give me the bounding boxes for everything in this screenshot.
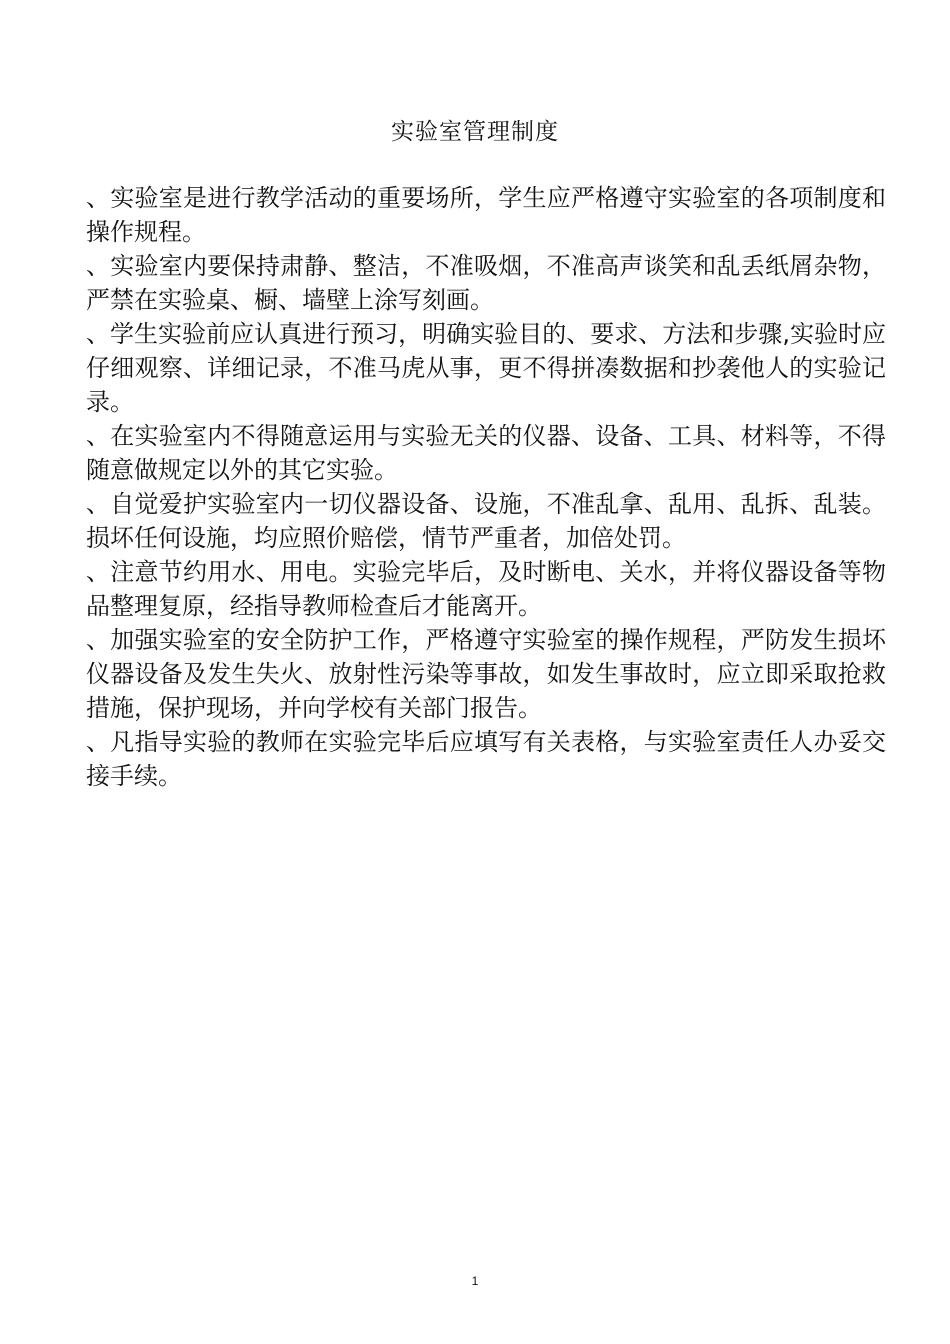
page-title: 实验室管理制度 (391, 119, 559, 145)
regulation-item-6: 、注意节约用水、用电。实验完毕后，及时断电、关水，并将仪器设备等物品整理复原，经指导教师检查后才能离开。 (86, 558, 886, 620)
regulation-item-7: 、加强实验室的安全防护工作，严格遵守实验室的操作规程，严防发生损坏仪器设备及发生失火、放射性污染等事故，如发生事故时，应立即采取抢救措施，保护现场，并向学校有关部门报告。 (86, 626, 886, 722)
page-number: 1 (471, 1274, 479, 1288)
regulation-item-8: 、凡指导实验的教师在实验完毕后应填写有关表格，与实验室责任人办妥交接手续。 (86, 728, 886, 790)
regulation-item-5: 、自觉爱护实验室内一切仪器设备、设施，不准乱拿、乱用、乱拆、乱装。损坏任何设施，均应照价赔偿，情节严重者，加倍处罚。 (86, 490, 886, 552)
regulation-item-1: 、实验室是进行教学活动的重要场所，学生应严格遵守实验室的各项制度和操作规程。 (86, 184, 886, 246)
regulation-item-2: 、实验室内要保持肃静、整洁，不准吸烟，不准高声谈笑和乱丢纸屑杂物，严禁在实验桌、橱、墙壁上涂写刻画。 (86, 252, 886, 314)
regulation-item-3: 、学生实验前应认真进行预习，明确实验目的、要求、方法和步骤,实验时应仔细观察、详细记录，不准马虎从事，更不得拼凑数据和抄袭他人的实验记录。 (86, 320, 886, 416)
regulation-item-4: 、在实验室内不得随意运用与实验无关的仪器、设备、工具、材料等，不得随意做规定以外的其它实验。 (86, 422, 886, 484)
regulation-body (86, 181, 886, 793)
